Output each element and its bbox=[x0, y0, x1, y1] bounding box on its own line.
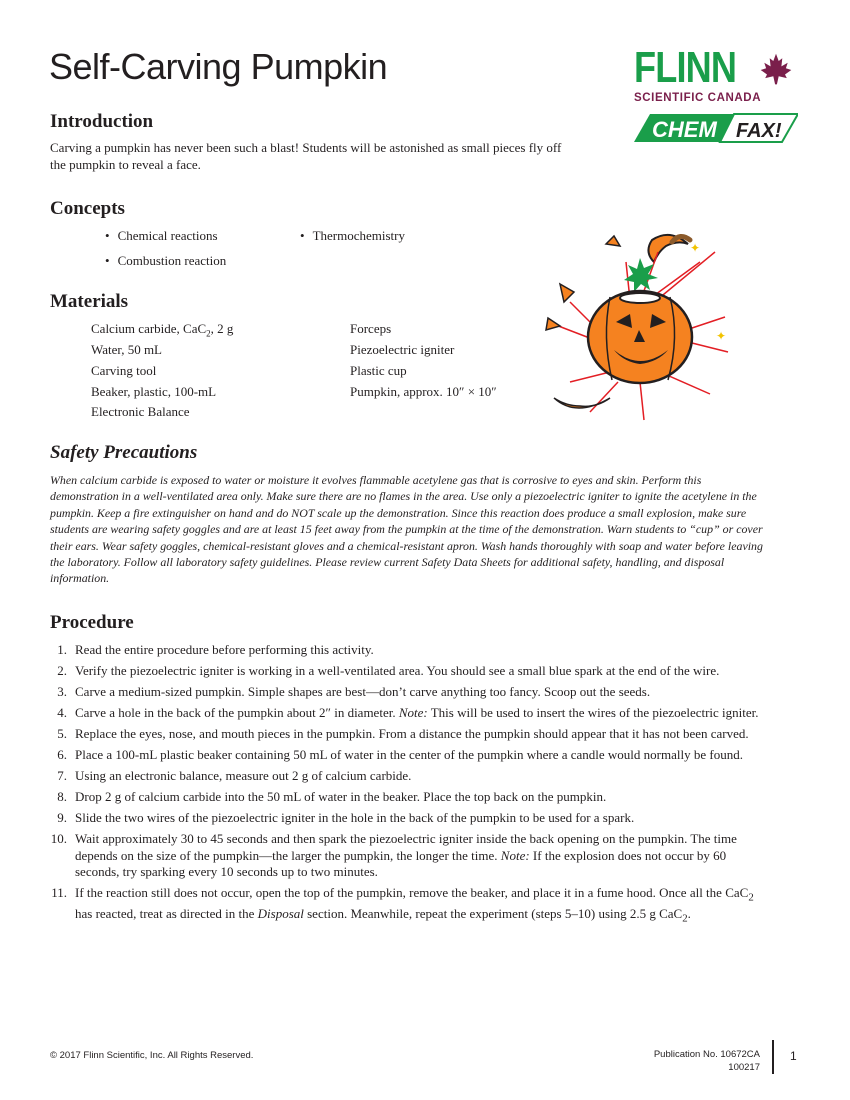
safety-heading: Safety Precautions bbox=[50, 442, 198, 463]
list-item bbox=[50, 768, 770, 785]
material-item: Piezoelectric igniter bbox=[350, 342, 455, 357]
step-text: Verify the piezoelectric igniter is working in a well-ventilated area. You should see a small blue spark at the end of the wire. bbox=[75, 663, 720, 678]
list-item bbox=[50, 726, 770, 743]
exploding-pumpkin-illustration bbox=[540, 222, 730, 422]
step-text: Place a 100-mL plastic beaker containing 50 mL of water in the center of the pumpkin where a candle would normally be found. bbox=[75, 747, 743, 762]
step-number: 8. bbox=[57, 789, 67, 804]
concept-label: Thermochemistry bbox=[312, 228, 405, 243]
step-text: Replace the eyes, nose, and mouth pieces in the pumpkin. From a distance the pumpkin should appear that it has not been carved. bbox=[75, 726, 749, 741]
step-text: Drop 2 g of calcium carbide into the 50 mL of water in the beaker. Place the top back on the pumpkin. bbox=[75, 789, 607, 804]
list-item bbox=[50, 885, 770, 927]
material-item: Water, 50 mL bbox=[91, 342, 162, 357]
page-title: Self-Carving Pumpkin bbox=[49, 46, 388, 87]
introduction-text bbox=[50, 139, 620, 173]
pumpkin-lid-icon bbox=[648, 235, 690, 262]
list-item bbox=[50, 684, 770, 701]
pumpkin-piece-icon bbox=[546, 318, 560, 330]
safety-text: When calcium carbide is exposed to water or moisture it evolves flammable acetylene gas that is corrosive to eyes and skin. Perform this demonstration in a well-ventilated area only. Make sure there are no flames in the area. Use only a piezoelectric igniter to ignite the acetylene in the pumpkin. Keep a fire extinguisher on hand and do NOT scale up the demonstration. Since this reaction does produce a small explosion, make sure students are wearing safety goggles and are at least 15 feet away from the pumpkin at the time of the demonstration. Warn students to “cup” or cover their ears. Wear safety goggles, chemical-resistant gloves and a chemical-resistant apron. Wash hands thoroughly with soap and water before leaving the laboratory. Follow all laboratory safety guidelines. Please review current Safety Data Sheets for additional safety, handling, and disposal information. bbox=[50, 473, 763, 586]
step-number: 3. bbox=[57, 684, 67, 699]
flinn-logo bbox=[632, 43, 800, 148]
step-text: Read the entire procedure before performing this activity. bbox=[75, 642, 374, 657]
procedure-heading: Procedure bbox=[50, 612, 134, 633]
list-item bbox=[50, 663, 770, 680]
bullet: • bbox=[105, 228, 110, 243]
material-item: Pumpkin, approx. 10″ × 10″ bbox=[350, 384, 497, 399]
list-item bbox=[300, 228, 405, 244]
material-item: Carving tool bbox=[91, 363, 157, 378]
list-item bbox=[50, 831, 770, 881]
list-item bbox=[50, 810, 770, 827]
list-item bbox=[50, 789, 770, 806]
step-number: 6. bbox=[57, 747, 67, 762]
step-number: 10. bbox=[50, 831, 67, 846]
chemfax-left: CHEM bbox=[652, 117, 717, 142]
materials-heading: Materials bbox=[50, 291, 129, 312]
step-number: 11. bbox=[51, 885, 67, 900]
sparkle-icon: ✦ bbox=[690, 241, 701, 255]
material-item: Plastic cup bbox=[350, 363, 407, 378]
sparkle-icon: ✦ bbox=[716, 329, 727, 343]
pumpkin-piece-icon bbox=[560, 284, 574, 302]
list-item bbox=[50, 747, 770, 764]
list-item bbox=[50, 642, 770, 659]
step-number: 7. bbox=[57, 768, 67, 783]
introduction-heading: Introduction bbox=[50, 111, 154, 132]
introduction-line: Carving a pumpkin has never been such a blast! Students will be astonished as small pieces fly off bbox=[50, 140, 562, 155]
step-text: Wait approximately 30 to 45 seconds and then spark the piezoelectric igniter inside the back opening on the pumpkin. The time depends on the size of the pumpkin—the larger the pumpkin, the longer the time. Note: If the explosion does not occur by 60 seconds, try sparking every 10 seconds up to two minutes. bbox=[75, 831, 737, 879]
concept-label: Combustion reaction bbox=[117, 253, 227, 268]
publication-code: 100217 bbox=[728, 1062, 760, 1073]
step-text: Carve a hole in the back of the pumpkin about 2″ in diameter. Note: This will be used to insert the wires of the piezoelectric igniter. bbox=[75, 705, 759, 720]
material-subscript: 2 bbox=[206, 328, 211, 339]
bullet: • bbox=[105, 253, 110, 268]
material-item: Forceps bbox=[350, 321, 392, 336]
step-text: If the reaction still does not occur, open the top of the pumpkin, remove the beaker, and place it in a fume hood. Once all the CaC$_2$ has reacted, treat as directed in the Disposal section. Meanwhile, repeat the experiment (steps 5–10) using 2.5 g CaC$_2$. bbox=[75, 885, 754, 925]
concepts-list bbox=[88, 226, 488, 276]
procedure-list bbox=[50, 642, 770, 932]
material-item: Beaker, plastic, 100-mL bbox=[91, 384, 217, 399]
step-text: Slide the two wires of the piezoelectric igniter in the hole in the back of the pumpkin to be used for a spark. bbox=[75, 810, 635, 825]
pumpkin-piece-icon bbox=[606, 236, 620, 246]
maple-leaf-icon bbox=[758, 52, 794, 88]
step-text: Carve a medium-sized pumpkin. Simple shapes are best—don’t carve anything too fancy. Scoop out the seeds. bbox=[75, 684, 651, 699]
introduction-line: the pumpkin to reveal a face. bbox=[50, 157, 201, 172]
step-number: 5. bbox=[57, 726, 67, 741]
step-number: 4. bbox=[57, 705, 67, 720]
material-item: Electronic Balance bbox=[91, 404, 190, 419]
logo-brand: FLINN bbox=[634, 43, 737, 92]
material-text: Calcium carbide, CaC bbox=[91, 321, 207, 336]
concepts-heading: Concepts bbox=[50, 198, 125, 219]
page-number: 1 bbox=[790, 1049, 797, 1063]
list-item bbox=[50, 705, 770, 722]
step-text: Using an electronic balance, measure out 2 g of calcium carbide. bbox=[75, 768, 412, 783]
step-number: 1. bbox=[57, 642, 67, 657]
list-item bbox=[105, 253, 226, 269]
publication-number: Publication No. 10672CA bbox=[653, 1049, 760, 1060]
pumpkin-icon bbox=[588, 291, 692, 383]
logo-subtitle: SCIENTIFIC CANADA bbox=[634, 92, 762, 104]
bullet: • bbox=[300, 228, 305, 243]
chemfax-right: FAX! bbox=[736, 120, 782, 142]
chemfax-badge bbox=[632, 110, 798, 146]
publication-info bbox=[600, 1048, 760, 1074]
list-item bbox=[105, 228, 218, 244]
material-text: , 2 g bbox=[210, 321, 234, 336]
step-number: 9. bbox=[57, 810, 67, 825]
footer-divider bbox=[772, 1040, 774, 1074]
copyright-text: © 2017 Flinn Scientific, Inc. All Rights Reserved. bbox=[50, 1050, 254, 1061]
step-number: 2. bbox=[57, 663, 67, 678]
material-item bbox=[91, 321, 233, 339]
concept-label: Chemical reactions bbox=[117, 228, 218, 243]
